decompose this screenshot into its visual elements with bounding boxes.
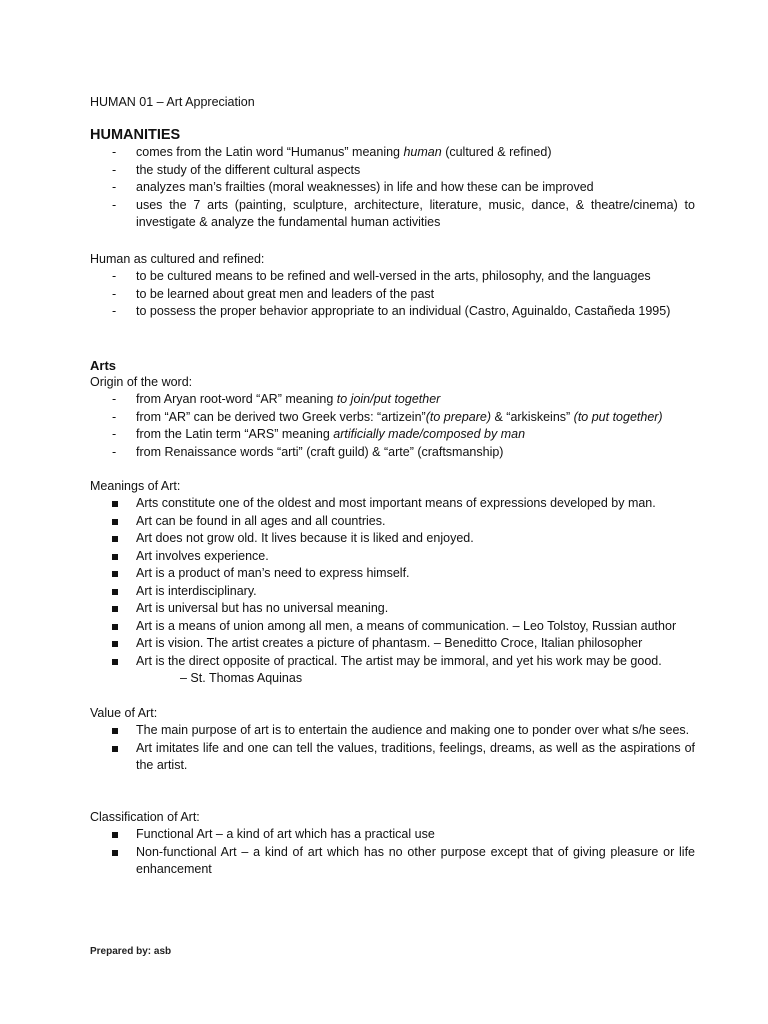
list-item-text: analyzes man’s frailties (moral weaknesses) in life and how these can be improved: [136, 180, 594, 194]
cultured-item: [90, 286, 695, 304]
square-bullet: [112, 832, 118, 838]
dash-bullet: [112, 268, 126, 286]
square-bullet: [112, 571, 118, 577]
value-item: [90, 740, 695, 775]
dash-bullet: [112, 286, 126, 304]
meaning-item: [90, 583, 695, 601]
arts-section: [90, 357, 695, 461]
list-item-text: (to prepare): [425, 409, 491, 424]
cultured-item: [90, 303, 695, 321]
meaning-item: [90, 635, 695, 653]
square-bullet: [112, 554, 118, 560]
list-item-text: Non-functional Art – a kind of art which has no other purpose except that of giving pleasure or life enhancement: [136, 844, 695, 876]
list-item-text: The main purpose of art is to entertain the audience and making one to ponder over what s/he sees.: [136, 723, 690, 737]
square-bullet: [112, 501, 118, 507]
humanities-list: [90, 144, 695, 232]
list-item-text: comes from the Latin word “Humanus” meaning: [136, 145, 404, 159]
square-bullet: [112, 641, 118, 647]
meanings-list: [90, 495, 695, 670]
humanities-heading: HUMANITIES: [90, 127, 181, 143]
list-item-text: to be learned about great men and leaders of the past: [136, 286, 435, 301]
origin-heading: Origin of the word:: [90, 375, 193, 389]
list-item-text: (to put together): [573, 409, 663, 424]
value-heading: Value of Art:: [90, 706, 158, 720]
list-item-text: to join/put together: [336, 392, 441, 406]
list-item-text: from Aryan root-word “AR” meaning: [136, 392, 337, 406]
list-item-text: human: [403, 145, 442, 159]
arts-heading: Arts: [90, 358, 117, 373]
cultured-list: [90, 268, 695, 321]
list-item-text: from Renaissance words “arti” (craft guild) & “arte” (craftsmanship): [136, 444, 504, 459]
classification-item: [90, 844, 695, 879]
prepared-by: Prepared by: asb: [90, 946, 172, 957]
dash-bullet: [112, 391, 126, 409]
list-item-text: Art does not grow old. It lives because it is liked and enjoyed.: [136, 531, 474, 545]
list-item-text: Arts constitute one of the oldest and most important means of expressions developed by man.: [136, 496, 656, 510]
list-item-text: Art can be found in all ages and all countries.: [136, 513, 386, 528]
square-bullet: [112, 519, 118, 525]
dash-bullet: [112, 409, 126, 427]
list-item-text: (cultured & refined): [441, 145, 552, 159]
dash-bullet: [112, 426, 126, 444]
list-item-text: Art is universal but has no universal meaning.: [136, 601, 389, 615]
square-bullet: [112, 536, 118, 542]
meanings-heading: Meanings of Art:: [90, 479, 181, 493]
meaning-item: [90, 618, 695, 636]
list-item-text: to possess the proper behavior appropriate to an individual (Castro, Aguinaldo, Castañeda 1995): [136, 304, 671, 318]
origin-item: [90, 426, 695, 444]
humanities-item: [90, 162, 695, 180]
document-title: HUMAN 01 – Art Appreciation: [90, 95, 255, 109]
origin-item: [90, 409, 695, 427]
value-item: [90, 722, 695, 740]
square-bullet: [112, 589, 118, 595]
square-bullet: [112, 659, 118, 665]
list-item-text: Art is the direct opposite of practical. The artist may be immoral, and yet his work may be good.: [136, 653, 662, 668]
classification-heading: Classification of Art:: [90, 810, 200, 824]
cultured-item: [90, 268, 695, 286]
dash-bullet: [112, 444, 126, 462]
list-item-text: artificially made/composed by man: [333, 427, 526, 441]
meaning-item: [90, 565, 695, 583]
dash-bullet: [112, 162, 126, 180]
dash-bullet: [112, 197, 126, 215]
humanities-item: [90, 179, 695, 197]
cultured-heading: Human as cultured and refined:: [90, 252, 265, 266]
list-item-text: Art is vision. The artist creates a picture of phantasm. – Beneditto Croce, Italian philosopher: [136, 636, 643, 650]
list-item-text: Art is a product of man’s need to express himself.: [136, 566, 410, 580]
square-bullet: [112, 728, 118, 734]
humanities-item: [90, 197, 695, 232]
list-item-text: the study of the different cultural aspects: [136, 162, 361, 177]
list-item-text: from the Latin term “ARS” meaning: [136, 427, 334, 441]
list-item-text: Art is a means of union among all men, a means of communication. – Leo Tolstoy, Russian author: [136, 618, 677, 633]
list-item-text: Art imitates life and one can tell the values, traditions, feelings, dreams, as well as the aspirations of the artist.: [136, 740, 695, 772]
square-bullet: [112, 606, 118, 612]
meaning-item: [90, 653, 695, 671]
humanities-item: [90, 144, 695, 162]
origin-item: [90, 444, 695, 462]
value-list: [90, 722, 695, 775]
meaning-item: [90, 495, 695, 513]
list-item-text: & “arkiskeins”: [491, 409, 574, 424]
meaning-item: [90, 600, 695, 618]
dash-bullet: [112, 179, 126, 197]
value-section: [90, 705, 695, 775]
list-item-text: uses the 7 arts (painting, sculpture, architecture, literature, music, dance, & theatre/cinema) to investigate & analyze the fundamental human activities: [136, 197, 695, 229]
meaning-item: [90, 513, 695, 531]
list-item-text: Functional Art – a kind of art which has a practical use: [136, 827, 435, 841]
square-bullet: [112, 850, 118, 856]
square-bullet: [112, 624, 118, 630]
humanities-section: [90, 126, 695, 232]
list-item-text: from “AR” can be derived two Greek verbs: “artizein”: [136, 409, 426, 424]
origin-item: [90, 391, 695, 409]
meanings-attribution-list: [90, 670, 695, 688]
meanings-section: [90, 478, 695, 688]
origin-list: [90, 391, 695, 461]
classification-section: [90, 809, 695, 879]
cultured-section: [90, 251, 695, 321]
meanings-attribution: – St. Thomas Aquinas: [180, 671, 303, 685]
classification-item: [90, 826, 695, 844]
list-item-text: Art involves experience.: [136, 548, 269, 563]
list-item-text: to be cultured means to be refined and well-versed in the arts, philosophy, and the languages: [136, 269, 651, 283]
classification-list: [90, 826, 695, 879]
dash-bullet: [112, 144, 126, 162]
list-item-text: Art is interdisciplinary.: [136, 583, 257, 598]
meaning-item: [90, 530, 695, 548]
meaning-item: [90, 548, 695, 566]
dash-bullet: [112, 303, 126, 321]
square-bullet: [112, 746, 118, 752]
